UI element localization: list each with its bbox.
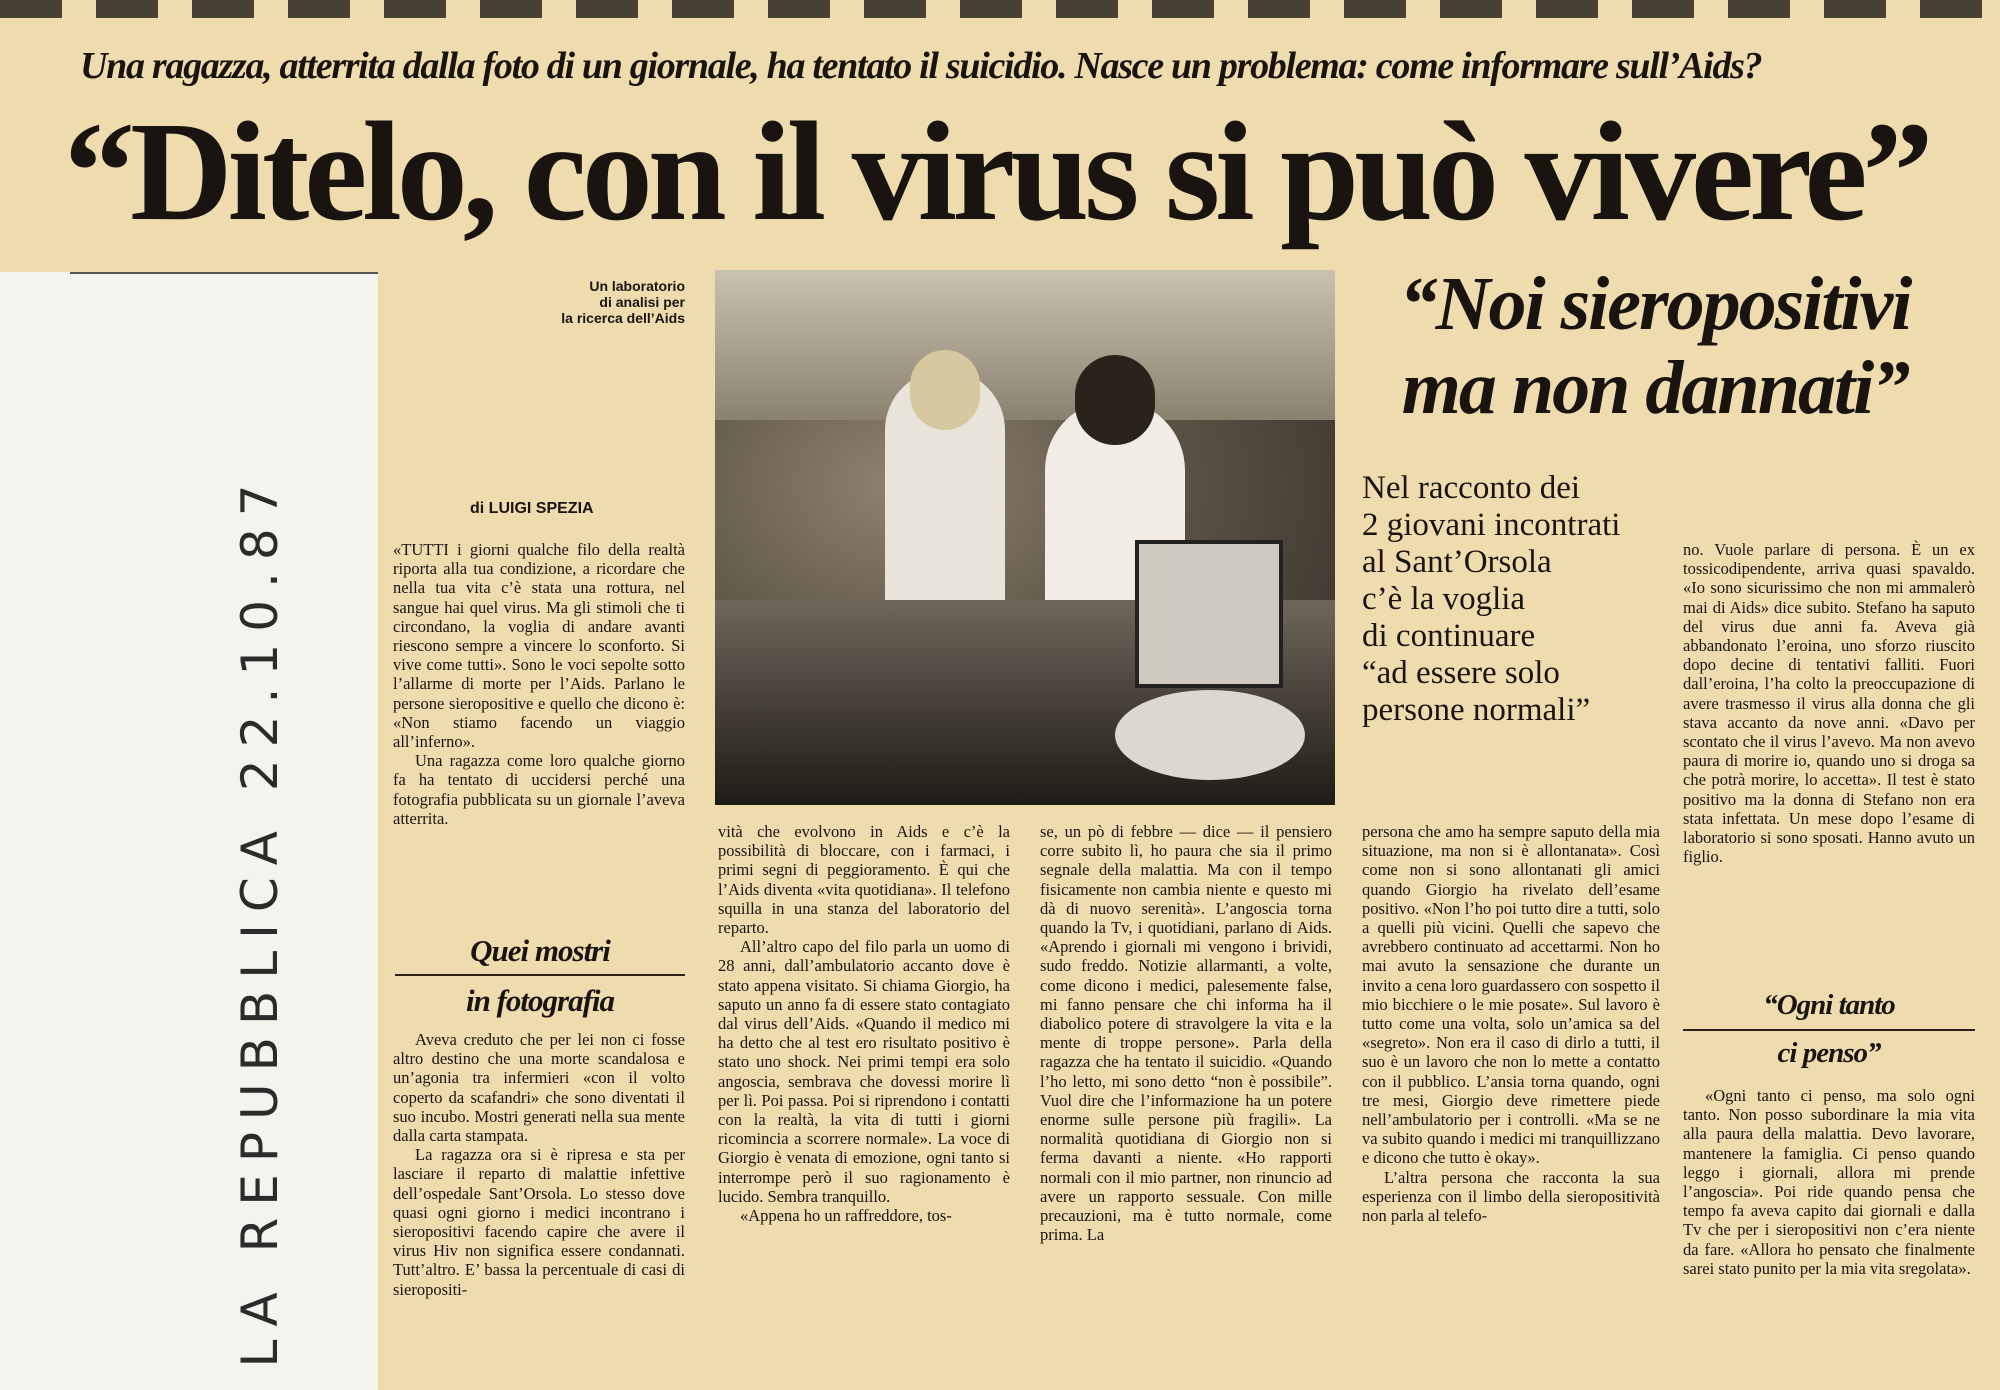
handwritten-note: LA REPUBBLICA 22.10.87	[231, 472, 289, 1368]
sidebar-headline-line: ma non dannati”	[1401, 346, 1909, 430]
paragraph: «Ogni tanto ci penso, ma solo ogni tanto. Non posso subordinare la mia vita alla paura della malattia. Devo lavorare, mantenere la famiglia. Ci penso quando leggo i giornali, allora mi prende l’angoscia». Poi ride quando pensa che tempo fa aveva capito dai giornali e dalla Tv che per i sieropositivi non c’era niente da fare. «Allora ho pensato che finalmente sarei stato punito per la mia vita sregolata».	[1683, 1086, 1975, 1278]
deck-line: 2 giovani incontrati	[1362, 507, 1621, 543]
paragraph: persona che amo ha sempre saputo della mia situazione, ma non si è allontanata». Così come non si sono allontanati gli amici quando Giorgio ha rivelato dell’esame positivo. «Non l’ho poi tutto dire a tutti, solo a quelli più vicini. Quelli che sapevo che avrebbero continuato ad accettarmi. Non ho mai avuto la sensazione che durante un invito a cena loro guardassero con sospetto il mio bicchiere o le mie posate». Sul lavoro è tutto come una volta, solo un’amica sa del «segreto». Non era il caso di dirlo a tutti, il suo è un lavoro che non lo mette a contatto con il pubblico. L’ansia torna quando, ogni tre mesi, Giorgio deve rimettere piede nell’ambulatorio per i controlli. «Ma se ne va subito quando i medici mi tranquillizzano e dicono che tutto è okay».	[1362, 822, 1660, 1168]
deck-line: c’è la voglia	[1362, 581, 1526, 617]
sidebar-headline	[1345, 262, 1965, 430]
article-column-1b	[393, 1030, 685, 1299]
deck-line: “ad essere solo	[1362, 655, 1560, 691]
paragraph: All’altro capo del filo parla un uomo di 28 anni, dall’ambulatorio accanto dove è stato appena visitato. Si chiama Giorgio, ha saputo un anno fa di essere stato contagiato dal virus dell’Aids. «Quando il medico mi ha detto che al test ero risultato positivo è stato uno shock. Nei primi tempi era solo angoscia, sembrava che dovessi morire lì per lì. Poi passa. Poi si riprendono i contatti con la realtà, la vita di tutti i giorni ricomincia a scorrere normale». La voce di Giorgio è venata di emozione, ogni tanto si interrompe però il suo ragionamento è lucido. Sembra tranquillo.	[718, 937, 1010, 1206]
paragraph: no. Vuole parlare di persona. È un ex tossicodipendente, arriva quasi spavaldo. «Io sono sicurissimo che non mi ammalerò mai di Aids» dice subito. Stefano ha saputo del virus due anni fa. Aveva già abbandonato l’eroina, uno sforzo riuscito dopo decine di tentativi falliti. Fuori dall’eroina, l’ha colto la preoccupazione di avere trasmesso il virus alla donna che gli stava accanto da nove anni. «Davo per scontato che il virus l’avevo. Ma non avevo paura di morire io, quando uno si droga sa che potrà morire, lo accetta». Il test è stato positivo ma la donna di Stefano non era stata infettata. Un mese dopo l’esame di laboratorio si sono sposati. Hanno avuto un figlio.	[1683, 540, 1975, 867]
photo-head-right	[1075, 355, 1155, 445]
headline: “Ditelo, con il virus si può vivere”	[64, 92, 1929, 250]
sidebar-column-4	[1362, 822, 1660, 1225]
photo-head-left	[910, 350, 980, 430]
deck-line: Nel racconto dei	[1362, 470, 1581, 506]
photo-caption	[520, 278, 685, 326]
paper-backing	[0, 272, 378, 1390]
caption-line: di analisi per	[599, 294, 685, 310]
paragraph: Una ragazza come loro qualche giorno fa ha tentato di uccidersi perché una fotografia pubblicata su un giornale l’aveva atterrita.	[393, 751, 685, 828]
sidebar-column-5	[1683, 540, 1975, 866]
paragraph: Aveva creduto che per lei non ci fosse altro destino che una morte scandalosa e un’agonia tra infermieri «con il volto coperto da scafandri» che sono diventati il suo incubo. Mostri generati nella sua mente dalla carta stampata.	[393, 1030, 685, 1146]
byline: di LUIGI SPEZIA	[470, 500, 594, 517]
subhead-ogni-tanto	[1683, 985, 1975, 1073]
paragraph: «Appena ho un raffreddore, tos-	[740, 1206, 952, 1226]
photo-beaker	[1115, 690, 1305, 780]
lab-photo	[715, 270, 1335, 805]
paragraph: La ragazza ora si è ripresa e sta per lasciare il reparto di malattie infettive dell’ospedale Sant’Orsola. Lo stesso dove quasi ogni giorno i medici incontrano i sieropositivi facendo capire che avere il virus Hiv non significa essere condannati. Tutt’altro. E’ bassa la percentuale di casi di sieropositi-	[393, 1145, 685, 1299]
photo-window	[715, 270, 1335, 420]
paragraph: L’altra persona che racconta la sua esperienza con il limbo della sieropositività non parla al telefo-	[1362, 1167, 1660, 1226]
article-column-1	[393, 540, 685, 828]
subhead-line: in fotografia	[465, 983, 615, 1018]
caption-line: Un laboratorio	[589, 278, 685, 294]
subhead-line: ci penso”	[1777, 1037, 1881, 1069]
caption-line: la ricerca dell’Aids	[561, 310, 685, 326]
sidebar-deck	[1362, 470, 1662, 729]
paragraph: «TUTTI i giorni qualche filo della realtà riporta alla tua condizione, a ricordare che nella tua vita c’è stata una rottura, nel sangue hai quel virus. Ma gli stimoli che ti circondano, la voglia di andare avanti riescono sempre a vincere lo sconforto. Si vive come tutti». Sono le voci sepolte sotto l’allarme di morte per l’Aids. Parlano le persone sieropositive e quello che dicono è: «Non stiamo facendo un viaggio all’inferno».	[393, 540, 685, 752]
torn-top-edge	[0, 0, 2000, 18]
deck-line: al Sant’Orsola	[1362, 544, 1552, 580]
subhead-line: Quei mostri	[470, 933, 610, 968]
photo-equipment	[1135, 540, 1283, 688]
paragraph: vità che evolvono in Aids e c’è la possibilità di bloccare, con i farmaci, i primi segni di peggioramento. È qui che l’Aids diventa «vita quotidiana». Il telefono squilla in una stanza del laboratorio del reparto.	[718, 822, 1010, 938]
paragraph: se, un pò di febbre — dice — il pensiero corre subito lì, ho paura che sia il primo segnale della malattia. Ma con il tempo fisicamente non cambia niente e questo mi dà di nuovo serenità». L’angoscia torna quando la Tv, i quotidiani, parlano di Aids. «Aprendo i giornali mi vengono i brividi, sudo freddo. Notizie allarmanti, a volte, come dicono i medici, palesemente false, mi fanno pensare che chi informa ha il diabolico potere di stravolgere la vita e la mente di troppe persone». Parla della ragazza che ha tentato il suicidio. «Quando l’ho letto, mi sono detto “non è possibile”. Vuol dire che l’informazione ha un potere enorme sulle persone più fragili». La normalità quotidiana di Giorgio non si ferma davanti a niente. «Ho rapporti normali con il mio partner, non rinuncio ad avere un rapporto sessuale. Con mille precauzioni, ma è tutto normale, come prima. La	[1040, 822, 1332, 1245]
article-column-2	[718, 822, 1010, 1225]
subhead-rule	[395, 974, 685, 976]
subhead-rule	[1683, 1029, 1975, 1031]
subhead-quei-mostri	[395, 930, 685, 1022]
kicker: Una ragazza, atterrita dalla foto di un giornale, ha tentato il suicidio. Nasce un problema: come informare sull’Aids?	[80, 45, 1762, 87]
deck-line: persone normali”	[1362, 692, 1591, 728]
article-column-3	[1040, 822, 1332, 1244]
subhead-line: “Ogni tanto	[1763, 989, 1895, 1021]
deck-line: di continuare	[1362, 618, 1536, 654]
divider	[70, 272, 378, 274]
sidebar-column-5b	[1683, 1086, 1975, 1278]
sidebar-headline-line: “Noi sieropositivi	[1399, 262, 1911, 346]
